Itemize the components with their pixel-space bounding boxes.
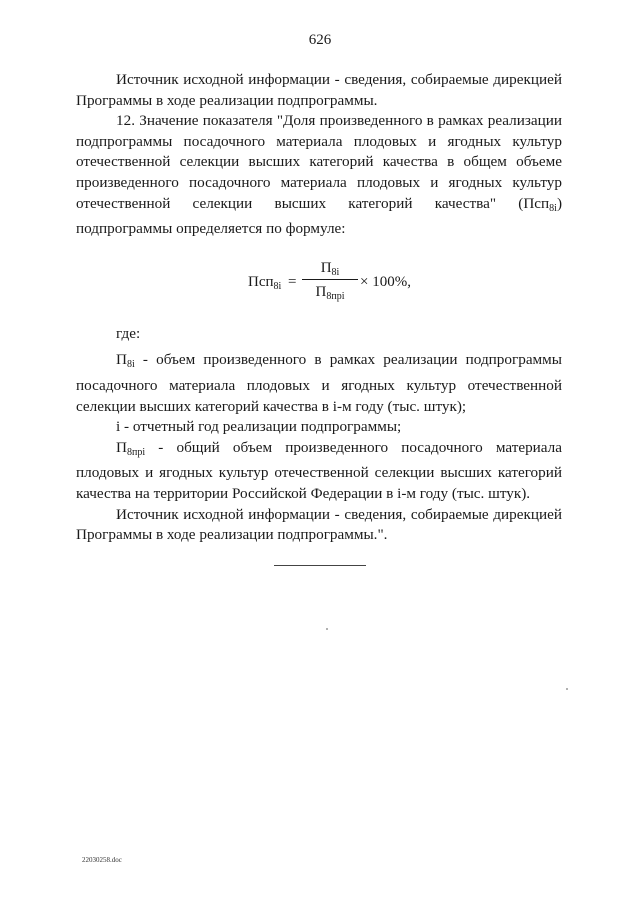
- indicator-tail: подпрограммы определяется по формуле:: [76, 220, 346, 238]
- scan-speck: [566, 688, 568, 690]
- definition-2: [76, 417, 562, 438]
- scan-speck: [326, 628, 328, 630]
- indicator-text: 12. Значение показателя "Доля произведенного в рамках реализации подпрограммы посадочного материала плодовых и ягодных культур отечественной селекции высших категорий качества в общем объеме произведенного посадочного материала плодовых и ягодных культур отечественной селекции высших категорий качества": [76, 112, 562, 212]
- formula-fraction: [302, 258, 358, 308]
- indicator-paragraph: 12. Значение показателя "Доля произведенного в рамках реализации подпрограммы посадочного материала плодовых и ягодных культур отечественной селекции высших категорий качества в общем объеме произведенного посадочного материала плодовых и ягодных культур отечественной селекции высших категорий качества" (Псп$_{8i}$) подпрограммы определяется по формуле:: [76, 112, 563, 238]
- definition-3-symbol: П: [116, 438, 127, 456]
- file-name-footer: 22030258.doc: [82, 856, 122, 864]
- numerator-symbol: П: [320, 259, 332, 276]
- definition-1-text: - объем произведенного в рамках реализации подпрограммы посадочного материала плодовых и ягодных культур отечественной селекции высших категорий качества в i-м году (тыс. штук);: [76, 351, 562, 415]
- where-label: где:: [116, 324, 141, 342]
- indicator-symbol: Псп: [523, 194, 550, 212]
- indicator-symbol-sub: 8i: [549, 202, 557, 214]
- formula-equals: =: [288, 273, 297, 290]
- definition-3-text: - общий объем произведенного посадочного материала плодовых и ягодных культур отечественной селекции высших категорий качества на территории Российской Федерации в i-м году (тыс. штук).: [76, 438, 562, 502]
- numerator-sub: 8i: [331, 266, 340, 278]
- definition-1-symbol: П: [116, 351, 127, 369]
- formula-denominator: [302, 282, 358, 308]
- definition-3-sub: 8прi: [126, 446, 146, 458]
- page-number: 626: [308, 32, 332, 48]
- fraction-bar: [302, 279, 358, 280]
- formula-rhs: × 100%,: [360, 273, 411, 290]
- definition-1-sub: 8i: [126, 359, 135, 371]
- definition-1: [76, 350, 562, 417]
- formula: [76, 258, 562, 310]
- formula-lhs: [248, 272, 281, 298]
- source-paragraph: Источник исходной информации - сведения, собираемые дирекцией Программы в ходе реализации подпрограммы.: [76, 71, 562, 109]
- end-divider: [274, 565, 366, 566]
- formula-lhs-sub: 8i: [273, 280, 282, 292]
- definition-3: [76, 438, 562, 505]
- document-body: [76, 70, 562, 546]
- definition-2-text: i - отчетный год реализации подпрограммы;: [116, 418, 402, 436]
- denominator-sub: 8прi: [326, 290, 345, 302]
- formula-lhs-symbol: Псп: [248, 273, 274, 290]
- formula-numerator: [302, 258, 358, 278]
- denominator-symbol: П: [315, 283, 327, 300]
- final-source-paragraph: Источник исходной информации - сведения, собираемые дирекцией Программы в ходе реализации подпрограммы.".: [76, 505, 562, 544]
